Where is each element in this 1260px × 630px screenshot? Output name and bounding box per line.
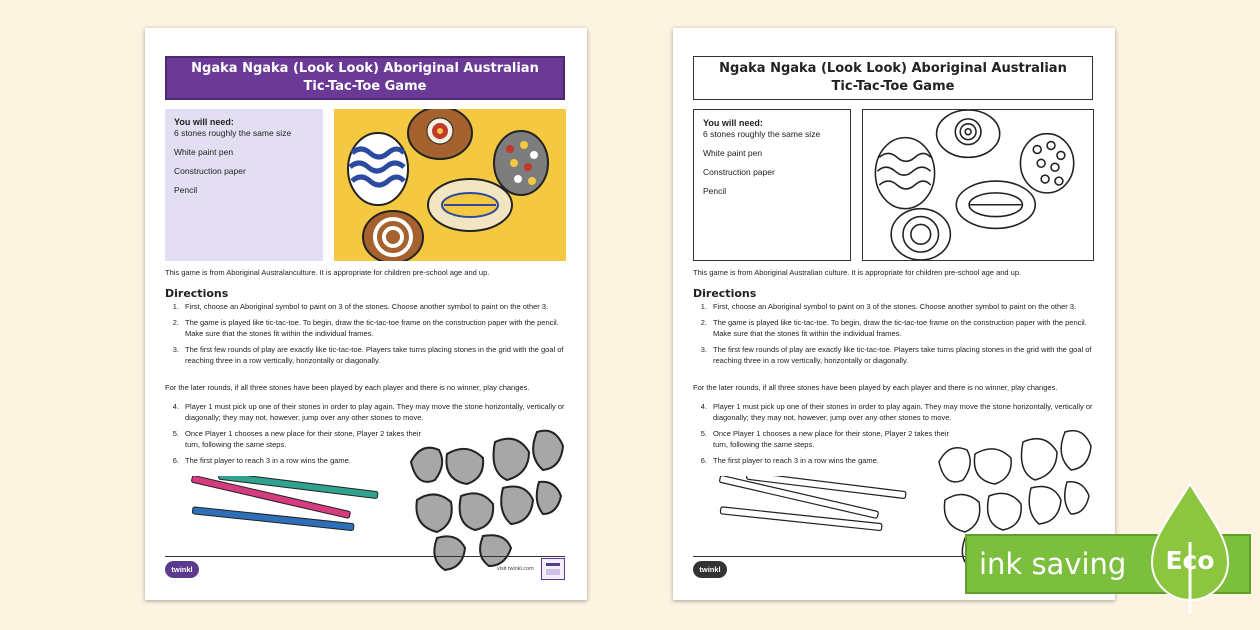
later-rounds-text: For the later rounds, if all three stones have been played by each player and there is no winner, play changes. (693, 383, 1058, 392)
materials-box (165, 109, 323, 261)
footer-divider (165, 556, 565, 557)
quality-badge-icon (541, 558, 565, 580)
material-item: Pencil (174, 185, 198, 195)
step-number: 3. (172, 345, 179, 354)
direction-step (693, 317, 1093, 339)
grey-rocks-illustration (403, 424, 567, 578)
title-line-2: Tic-Tac-Toe Game (831, 79, 955, 94)
worksheet-title (165, 56, 565, 100)
step-text: Player 1 must pick up one of their stones in order to play again. They may move the stone horizontally, vertically or diagonally; they may not, however, jump over any other stones to move. (185, 402, 565, 422)
intro-text: This game is from Aboriginal Australanculture. It is appropriate for children pre-school age and up. (165, 268, 490, 277)
material-item: White paint pen (174, 147, 234, 157)
step-number: 6. (172, 456, 179, 465)
title-line-2: Tic-Tac-Toe Game (303, 79, 427, 94)
materials-heading: You will need: (174, 117, 234, 127)
later-rounds-text: For the later rounds, if all three stones have been played by each player and there is no winner, play changes. (165, 383, 530, 392)
twinkl-logo: twinkl (165, 561, 199, 578)
step-text: Player 1 must pick up one of their stones in order to play again. They may move the stone horizontally, vertically or diagonally; they may not, however, jump over any other stones to move. (713, 402, 1093, 422)
step-number: 5. (700, 429, 707, 438)
markers-illustration (709, 476, 909, 546)
step-text: First, choose an Aboriginal symbol to paint on 3 of the stones. Choose another symbol to paint on the other 3. (185, 302, 549, 311)
step-number: 2. (172, 318, 179, 327)
directions-heading: Directions (165, 287, 229, 300)
step-number: 5. (172, 429, 179, 438)
directions-list (693, 301, 1093, 371)
step-number: 3. (700, 345, 707, 354)
worksheet-bw (673, 28, 1115, 600)
step-text: The first player to reach 3 in a row wins the game. (713, 456, 879, 465)
visit-link: visit twinkl.com (497, 566, 534, 572)
direction-step (165, 401, 565, 423)
directions-heading: Directions (693, 287, 757, 300)
material-item: 6 stones roughly the same size (703, 129, 821, 139)
materials-box (693, 109, 851, 261)
painted-stones-illustration (334, 109, 566, 261)
material-item: Construction paper (703, 167, 775, 177)
step-text: Once Player 1 chooses a new place for their stone, Player 2 takes their turn, following the same steps. (185, 429, 421, 449)
direction-step (165, 317, 565, 339)
material-item: Construction paper (174, 166, 246, 176)
step-text: First, choose an Aboriginal symbol to paint on 3 of the stones. Choose another symbol to paint on the other 3. (713, 302, 1077, 311)
material-item: Pencil (703, 186, 727, 196)
step-number: 6. (700, 456, 707, 465)
eco-label: Eco (1165, 546, 1215, 575)
material-item: White paint pen (703, 148, 763, 158)
step-number: 4. (700, 402, 707, 411)
step-number: 4. (172, 402, 179, 411)
step-number: 2. (700, 318, 707, 327)
painted-stones-illustration (862, 109, 1094, 261)
direction-step (165, 301, 565, 312)
ink-saving-text: ink saving (979, 547, 1127, 581)
intro-text: This game is from Aboriginal Australian culture. It is appropriate for children pre-school age and up. (693, 268, 1022, 277)
step-text: The game is played like tic-tac-toe. To begin, draw the tic-tac-toe frame on the construction paper with the pencil. Make sure that the stones fit within the individual frames. (713, 318, 1087, 338)
material-item: 6 stones roughly the same size (174, 128, 292, 138)
step-text: The first few rounds of play are exactly like tic-tac-toe. Players take turns placing stones in the grid with the goal of reaching three in a row vertically, horizontally or diagonally. (713, 345, 1092, 365)
worksheet-color (145, 28, 587, 600)
direction-step (165, 344, 565, 366)
step-text: The first player to reach 3 in a row wins the game. (185, 456, 351, 465)
title-line-1: Ngaka Ngaka (Look Look) Aboriginal Australian (719, 61, 1067, 76)
twinkl-logo: twinkl (693, 561, 727, 578)
markers-illustration (181, 476, 381, 546)
step-number: 1. (700, 302, 707, 311)
step-text: Once Player 1 chooses a new place for their stone, Player 2 takes their turn, following the same steps. (713, 429, 949, 449)
step-text: The game is played like tic-tac-toe. To begin, draw the tic-tac-toe frame on the construction paper with the pencil. Make sure that the stones fit within the individual frames. (185, 318, 559, 338)
materials-heading: You will need: (703, 118, 763, 128)
step-number: 1. (172, 302, 179, 311)
direction-step (693, 401, 1093, 423)
step-text: The first few rounds of play are exactly like tic-tac-toe. Players take turns placing stones in the grid with the goal of reaching three in a row vertically, horizontally or diagonally. (185, 345, 564, 365)
directions-list (165, 301, 565, 371)
title-line-1: Ngaka Ngaka (Look Look) Aboriginal Australian (191, 61, 539, 76)
direction-step (693, 301, 1093, 312)
worksheet-title (693, 56, 1093, 100)
direction-step (693, 344, 1093, 366)
